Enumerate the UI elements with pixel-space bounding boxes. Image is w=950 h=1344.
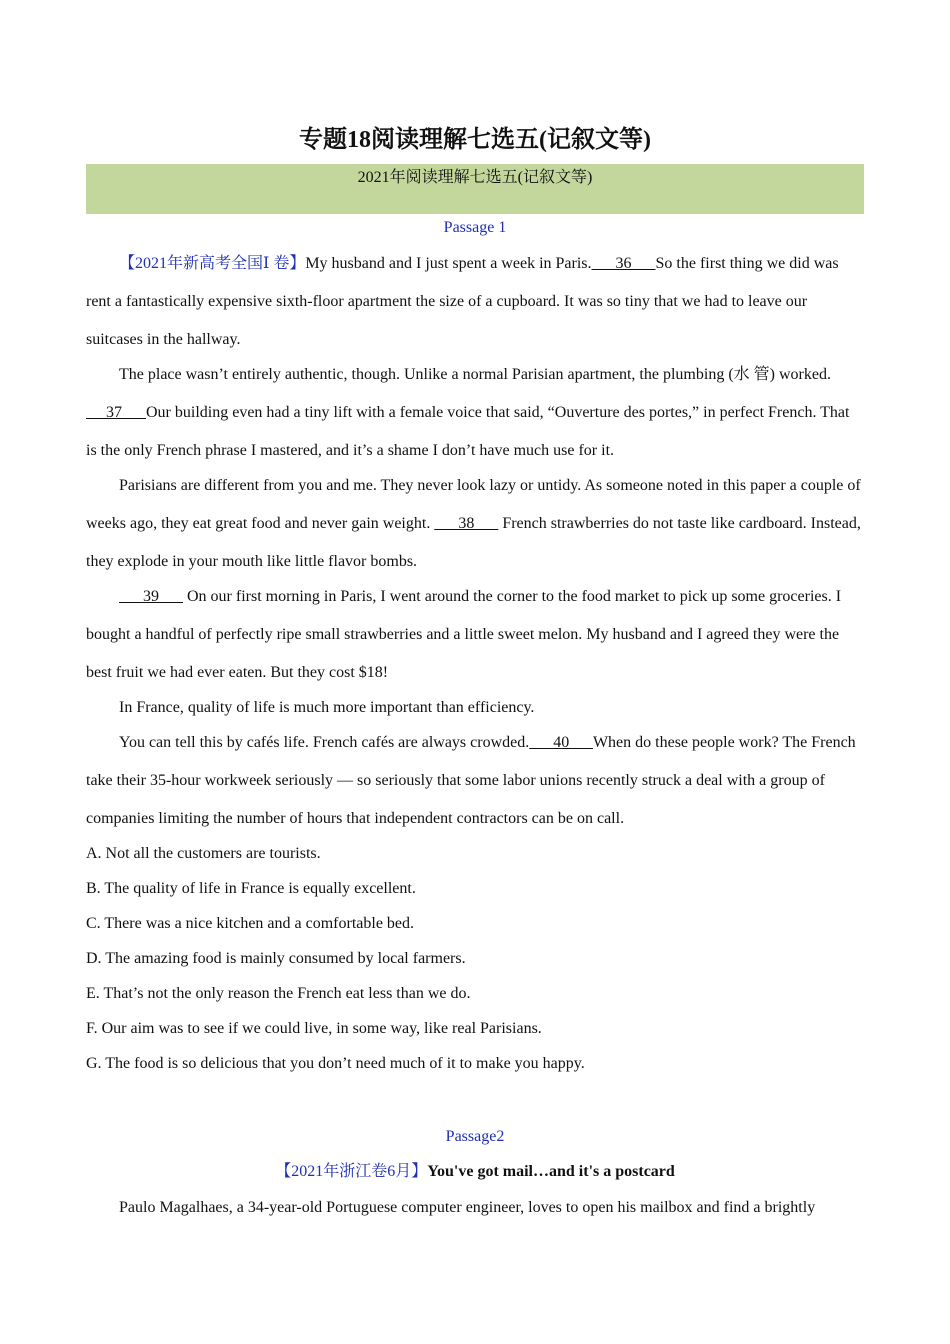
- text: The place wasn’t entirely authentic, though. Unlike a normal Parisian apartment, the plumbing (水 管) worked.: [119, 366, 831, 383]
- option-e: E. That’s not the only reason the French eat less than we do.: [86, 985, 471, 1002]
- passage-2-title-line: [86, 1153, 864, 1191]
- option-b: B. The quality of life in France is equally excellent.: [86, 880, 416, 897]
- text: So the first thing we did was rent a fantastically expensive sixth-floor apartment the size of a cupboard. It was so tiny that we had to leave our suitcases in the hallway.: [86, 255, 839, 348]
- source-tag: 【2021年浙江卷6月】: [275, 1163, 428, 1180]
- passage-2-heading: Passage2: [445, 1128, 505, 1145]
- blank-38: 38: [434, 515, 499, 532]
- blank-36: 36: [591, 255, 656, 272]
- passage-1-paragraph-6: [86, 724, 864, 838]
- blank-39: 39: [119, 588, 183, 605]
- passage-2-title: You've got mail…and it's a postcard: [427, 1163, 675, 1180]
- blank-40: 40: [529, 734, 593, 751]
- text: Our building even had a tiny lift with a female voice that said, “Ouverture des portes,” in perfect French. That is the only French phrase I mastered, and it’s a shame I don’t have much use for it.: [86, 404, 850, 459]
- option-f: F. Our aim was to see if we could live, in some way, like real Parisians.: [86, 1020, 542, 1037]
- option-d: D. The amazing food is mainly consumed by local farmers.: [86, 950, 466, 967]
- passage-1-paragraph-1: [86, 245, 864, 359]
- passage-1-paragraph-3: [86, 467, 864, 581]
- page-title: 专题18阅读理解七选五(记叙文等): [299, 127, 651, 153]
- text: French strawberries do not taste like cardboard. Instead, they explode in your mouth like little flavor bombs.: [86, 515, 861, 570]
- passage-1-paragraph-4: [86, 578, 864, 692]
- passage-1-paragraph-2: [86, 356, 864, 470]
- passage-1-paragraph-5: In France, quality of life is much more important than efficiency.: [119, 699, 535, 716]
- text: When do these people work? The French take their 35-hour workweek seriously — so seriously that some labor unions recently struck a deal with a group of companies limiting the number of hours that independent contractors can be on call.: [86, 734, 856, 827]
- option-a: A. Not all the customers are tourists.: [86, 845, 321, 862]
- source-tag: 【2021年新高考全国Ⅰ 卷】: [119, 255, 306, 272]
- banner-text: 2021年阅读理解七选五(记叙文等): [357, 169, 593, 186]
- text: Parisians are different from you and me. They never look lazy or untidy. As someone noted in this paper a couple of weeks ago, they eat great food and never gain weight.: [86, 477, 861, 532]
- option-c: C. There was a nice kitchen and a comfortable bed.: [86, 915, 415, 932]
- option-g: G. The food is so delicious that you don’t need much of it to make you happy.: [86, 1055, 585, 1072]
- text: My husband and I just spent a week in Paris.: [305, 255, 592, 272]
- passage-1-heading: Passage 1: [443, 219, 507, 236]
- passage-2-paragraph-1: Paulo Magalhaes, a 34-year-old Portuguese computer engineer, loves to open his mailbox and find a brightly: [119, 1199, 816, 1216]
- blank-37: 37: [86, 404, 146, 421]
- text: You can tell this by cafés life. French cafés are always crowded.: [119, 734, 530, 751]
- section-banner: [86, 164, 864, 214]
- text: On our first morning in Paris, I went around the corner to the food market to pick up some groceries. I bought a handful of perfectly ripe small strawberries and a little sweet melon. My husband and I agreed they were the best fruit we had ever eaten. But they cost $18!: [86, 588, 842, 681]
